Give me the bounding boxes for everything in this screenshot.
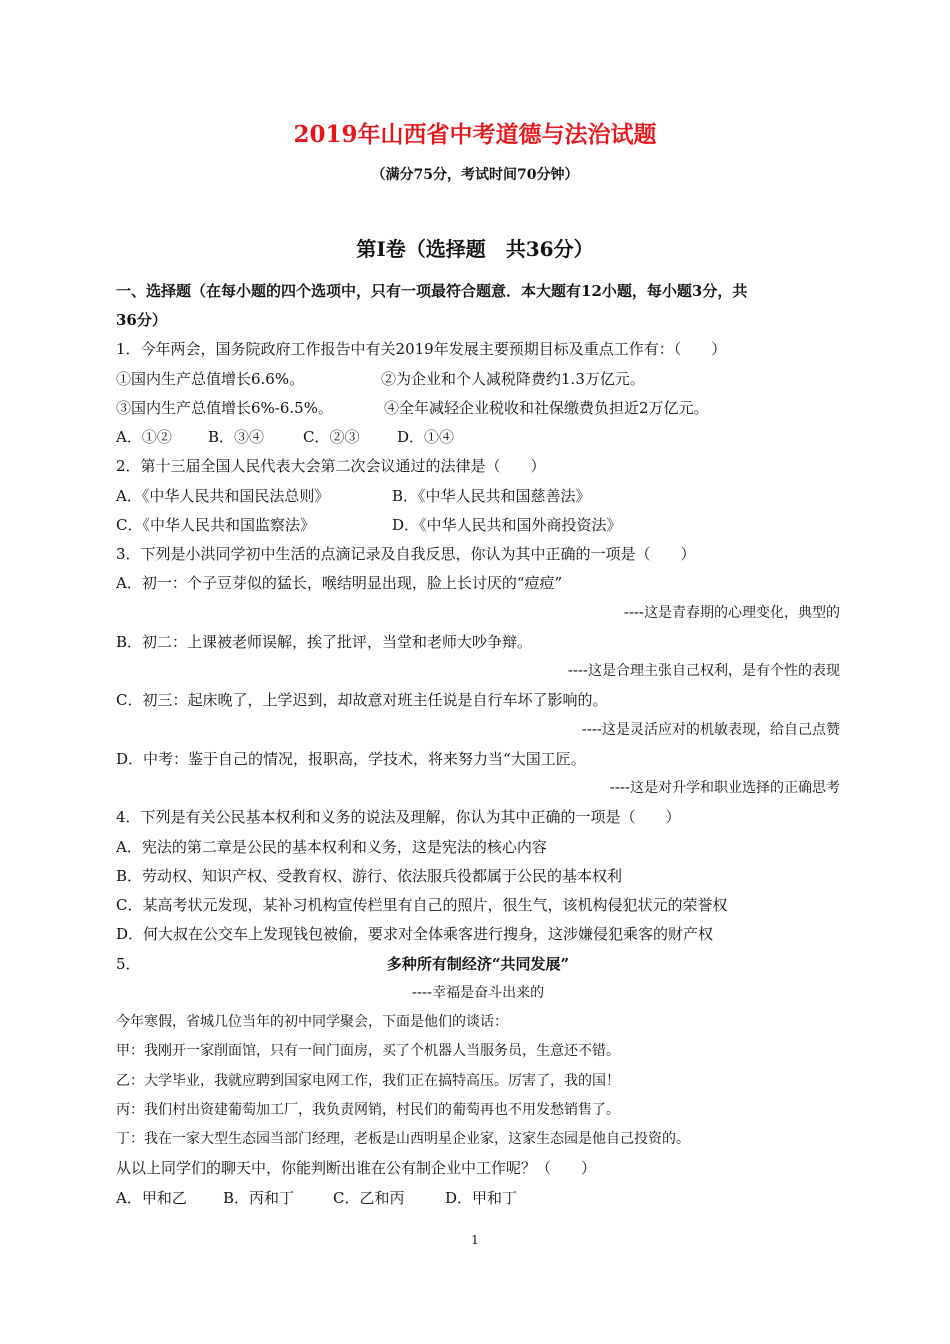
q5-option-c: C．乙和丙 — [333, 1189, 405, 1207]
q3-option-c: C．初三：起床晚了，上学迟到，却故意对班主任说是自行车坏了影响的。 — [116, 691, 608, 709]
q5-intro: 今年寒假，省城几位当年的初中同学聚会，下面是他们的谈话： — [116, 1014, 508, 1030]
q5-heading: 多种所有制经济“共同发展” — [386, 955, 570, 973]
q1-statements-row-1 — [116, 369, 840, 389]
section-title: 第Ⅰ卷（选择题 共36分） — [356, 237, 594, 261]
q1-statement-2: ②为企业和个人减税降费约1.3万亿元。 — [381, 370, 645, 388]
instruction-line-1: 一、选择题（在每小题的四个选项中，只有一项最符合题意．本大题有12小题，每小题3分，共 — [116, 282, 748, 300]
q5-option-b: B．丙和丁 — [223, 1189, 295, 1207]
q2-options-row-1 — [116, 486, 840, 506]
q3-option-c-note: ----这是灵活应对的机敏表现，给自己点赞 — [581, 722, 840, 738]
q1-option-a: A．①② — [116, 428, 172, 446]
q5-question: 从以上同学们的聊天中，你能判断出谁在公有制企业中工作呢？（ ） — [116, 1159, 597, 1177]
q1-statement-4: ④全年减轻企业税收和社保缴费负担近2万亿元。 — [384, 399, 709, 417]
q5-subheading: ----幸福是奋斗出来的 — [411, 985, 545, 1001]
q3-option-d-note: ----这是对升学和职业选择的正确思考 — [609, 780, 840, 796]
page-title: 2019年山西省中考道德与法治试题 — [293, 121, 657, 148]
q2-option-a: A．《中华人民共和国民法总则》 — [116, 487, 330, 505]
q2-option-c: C．《中华人民共和国监察法》 — [116, 516, 315, 534]
exam-subtitle: （满分75分，考试时间70分钟） — [371, 167, 579, 183]
q1-statement-3: ③国内生产总值增长6%-6.5%。 — [116, 399, 333, 417]
q2-option-b: B．《中华人民共和国慈善法》 — [392, 487, 591, 505]
q2-stem: 2．第十三届全国人民代表大会第二次会议通过的法律是（ ） — [116, 457, 546, 475]
q5-dialogue-jia: 甲：我刚开一家削面馆，只有一间门面房，买了个机器人当服务员，生意还不错。 — [116, 1043, 620, 1059]
q5-option-d: D．甲和丁 — [445, 1189, 518, 1207]
q5-dialogue-ding: 丁：我在一家大型生态园当部门经理，老板是山西明星企业家，这家生态园是他自己投资的。 — [116, 1131, 690, 1147]
q3-stem: 3．下列是小洪同学初中生活的点滴记录及自我反思，你认为其中正确的一项是（ ） — [116, 545, 696, 563]
q4-option-c: C．某高考状元发现，某补习机构宣传栏里有自己的照片，很生气，该机构侵犯状元的荣誉权 — [116, 896, 728, 914]
q3-option-d: D．中考：鉴于自己的情况，报职高，学技术，将来努力当“大国工匠。 — [116, 750, 586, 768]
q4-option-a: A．宪法的第二章是公民的基本权利和义务，这是宪法的核心内容 — [116, 838, 547, 856]
q1-stem: 1．今年两会，国务院政府工作报告中有关2019年发展主要预期目标及重点工作有：（ ） — [116, 340, 727, 358]
instruction-line-2: 36分） — [116, 311, 167, 329]
q2-option-d: D．《中华人民共和国外商投资法》 — [392, 516, 622, 534]
q3-option-b: B．初二：上课被老师误解，挨了批评，当堂和老师大吵争辩。 — [116, 633, 533, 651]
q1-statement-1: ①国内生产总值增长6.6%。 — [116, 370, 305, 388]
q4-stem: 4．下列是有关公民基本权利和义务的说法及理解，你认为其中正确的一项是（ ） — [116, 808, 681, 826]
q1-options — [116, 427, 840, 447]
q5-options — [116, 1188, 840, 1208]
q2-options-row-2 — [116, 515, 840, 535]
q3-option-b-note: ----这是合理主张自己权利，是有个性的表现 — [567, 663, 840, 679]
page-number: 1 — [471, 1233, 479, 1247]
q3-option-a-note: ----这是青春期的心理变化，典型的 — [623, 605, 840, 621]
q5-dialogue-bing: 丙：我们村出资建葡萄加工厂，我负责网销，村民们的葡萄再也不用发愁销售了。 — [116, 1102, 620, 1118]
q1-option-d: D．①④ — [397, 428, 455, 446]
q1-option-b: B．③④ — [208, 428, 265, 446]
q5-option-a: A．甲和乙 — [116, 1189, 187, 1207]
q1-statements-row-2 — [116, 398, 840, 418]
q4-option-d: D．何大叔在公交车上发现钱包被偷，要求对全体乘客进行搜身，这涉嫌侵犯乘客的财产权 — [116, 925, 714, 943]
q5-number: 5． — [116, 955, 141, 973]
q4-option-b: B．劳动权、知识产权、受教育权、游行、依法服兵役都属于公民的基本权利 — [116, 867, 623, 885]
q5-dialogue-yi: 乙：大学毕业，我就应聘到国家电网工作，我们正在搞特高压。厉害了，我的国！ — [116, 1073, 620, 1089]
q1-option-c: C．②③ — [303, 428, 360, 446]
q3-option-a: A．初一：个子豆芽似的猛长，喉结明显出现，脸上长讨厌的“痘痘” — [116, 574, 563, 592]
